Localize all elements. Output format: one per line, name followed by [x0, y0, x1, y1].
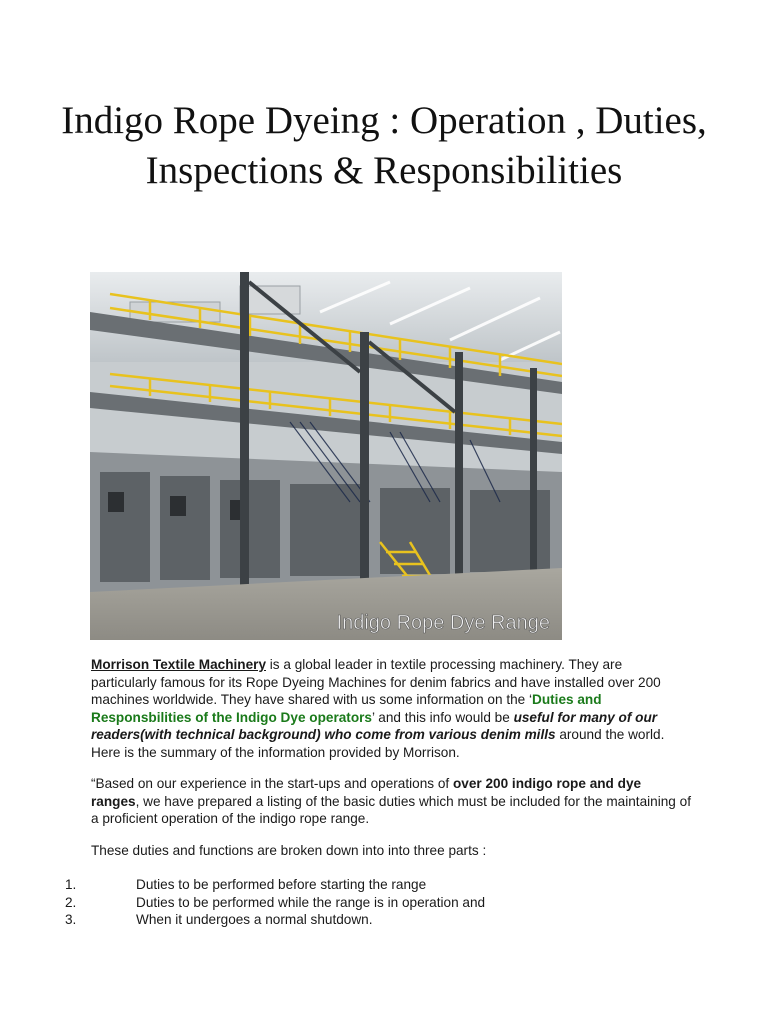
photo-caption: Indigo Rope Dye Range	[336, 612, 550, 634]
list-item: 2. Duties to be performed while the range is in operation and	[65, 894, 486, 910]
experience-paragraph: “Based on our experience in the start-ups and operations of over 200 indigo rope and dye ranges, we have prepared a listing of the basic duties which must be included for the maintaining of a proficient operation of the indigo rope range.	[91, 776, 691, 827]
indigo-rope-dye-range-photo	[90, 272, 562, 640]
company-name: Morrison Textile Machinery	[91, 657, 266, 672]
intro-paragraph: Morrison Textile Machinery is a global leader in textile processing machinery. They are particularly famous for its Rope Dyeing Machines for denim fabrics and have installed over 200 machines worldwide. They have shared with us some information on the ‘Duties and Responsbilities of the Indigo Dye operators’ and this info would be useful for many of our readers(with technical background) who come from various denim mills around the world. Here is the summary of the information provided by Morrison.	[91, 657, 665, 760]
duties-highlight: Duties and Responsbilities of the Indigo Dye operators	[91, 692, 602, 725]
document-title: Indigo Rope Dyeing : Operation , Duties, Inspections & Responsibilities	[61, 99, 707, 192]
parts-intro: These duties and functions are broken down into into three parts :	[91, 843, 487, 858]
list-item: 3. When it undergoes a normal shutdown.	[65, 912, 373, 928]
list-item: 1. Duties to be performed before starting the range	[65, 877, 427, 892]
ranges-emphasis: over 200 indigo rope and dye ranges	[91, 776, 642, 809]
readers-emphasis: useful for many of our readers(with technical background) who come from various denim mills	[91, 709, 658, 743]
duties-list	[0, 876, 768, 929]
